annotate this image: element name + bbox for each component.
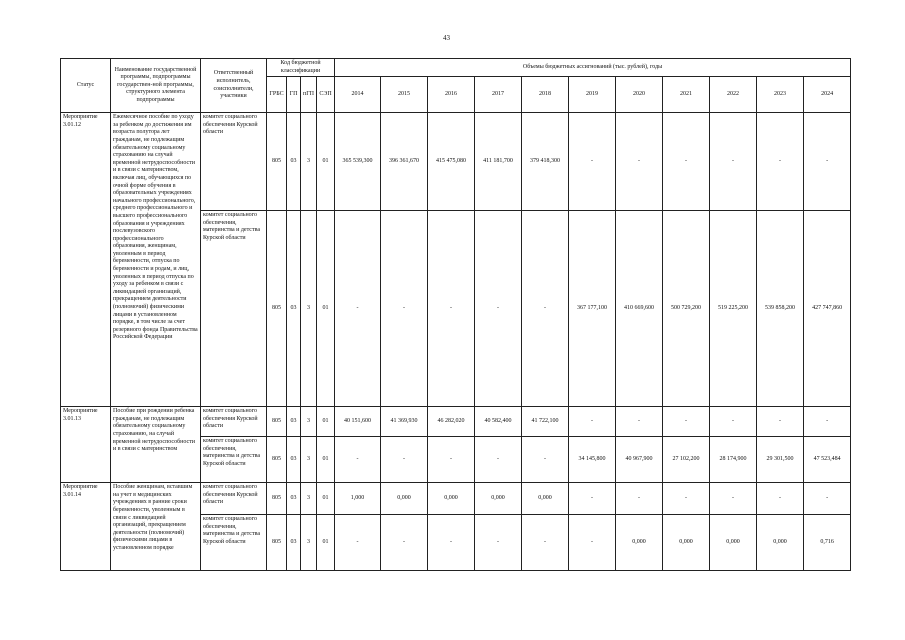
value-cell: - bbox=[335, 211, 381, 407]
value-cell: 539 858,200 bbox=[757, 211, 804, 407]
value-cell: 29 301,500 bbox=[757, 437, 804, 483]
value-cell: 46 282,020 bbox=[428, 407, 475, 437]
code-cell: 805 bbox=[267, 113, 287, 211]
code-cell: 03 bbox=[287, 483, 301, 515]
value-cell: 427 747,860 bbox=[804, 211, 851, 407]
value-cell: - bbox=[804, 407, 851, 437]
header-volume-title: Объемы бюджетных ассигнований (тыс. рублей), годы bbox=[335, 59, 851, 77]
code-cell: 805 bbox=[267, 211, 287, 407]
header-year: 2018 bbox=[522, 77, 569, 113]
code-cell: 03 bbox=[287, 437, 301, 483]
code-cell: 03 bbox=[287, 211, 301, 407]
value-cell: - bbox=[522, 515, 569, 571]
value-cell: 0,000 bbox=[475, 483, 522, 515]
value-cell: 1,000 bbox=[335, 483, 381, 515]
header-status: Статус bbox=[61, 59, 111, 113]
value-cell: 0,000 bbox=[616, 515, 663, 571]
value-cell: - bbox=[428, 211, 475, 407]
value-cell: - bbox=[710, 113, 757, 211]
code-cell: 03 bbox=[287, 515, 301, 571]
code-cell: 805 bbox=[267, 515, 287, 571]
measure-name: Ежемесячное пособие по уходу за ребенком до достижения им возраста полутора лет гражданам, не подлежащим обязательному социальному страхованию на случай временной нетрудоспособности и в связи с материнством, включая лиц, обучающихся по очной форме обучения в образовательных учреждениях начального профессионального, среднего профессионального и высшего профессионального образования и учреждениях послевузовского профессионального образования, женщинам, уволенным в период беременности, отпуска по беременности и родам, и лиц, уволенных в период отпуска по уходу за ребенком в связи с ликвидацией организаций, прекращением деятельности (полномочий) физическими лицами в установленном порядке, в том числе за счет резервного фонда Правительства Российской Федерации bbox=[111, 113, 201, 407]
responsible-executor: комитет социального обеспечения Курской области bbox=[201, 483, 267, 515]
code-cell: 01 bbox=[317, 483, 335, 515]
value-cell: 0,000 bbox=[428, 483, 475, 515]
measure-name: Пособие при рождении ребенка гражданам, не подлежащим обязательному социальному страхованию, на случай временной нетрудоспособности и в связи с материнством bbox=[111, 407, 201, 483]
value-cell: - bbox=[616, 113, 663, 211]
header-year: 2024 bbox=[804, 77, 851, 113]
value-cell: - bbox=[522, 437, 569, 483]
code-cell: 01 bbox=[317, 113, 335, 211]
value-cell: - bbox=[663, 113, 710, 211]
value-cell: - bbox=[757, 483, 804, 515]
value-cell: 40 967,900 bbox=[616, 437, 663, 483]
code-cell: 3 bbox=[301, 211, 317, 407]
budget-allocation-table bbox=[60, 58, 851, 571]
header-code-pgp: пГП bbox=[301, 77, 317, 113]
value-cell: - bbox=[710, 483, 757, 515]
measure-name: Пособие женщинам, вставшим на учет в медицинских учреждениях в ранние сроки беременности, уволенным в связи с ликвидацией организаций, прекращением деятельности (полномочий) физическими лицами в установленном порядке bbox=[111, 483, 201, 571]
code-cell: 3 bbox=[301, 437, 317, 483]
value-cell: 0,000 bbox=[381, 483, 428, 515]
header-responsible: Ответственный исполнитель, соисполнители, участники bbox=[201, 59, 267, 113]
value-cell: 519 225,200 bbox=[710, 211, 757, 407]
value-cell: - bbox=[757, 407, 804, 437]
header-year: 2023 bbox=[757, 77, 804, 113]
value-cell: - bbox=[804, 483, 851, 515]
value-cell: 411 181,700 bbox=[475, 113, 522, 211]
value-cell: 365 539,300 bbox=[335, 113, 381, 211]
table-row bbox=[61, 113, 851, 211]
header-year: 2022 bbox=[710, 77, 757, 113]
table-row bbox=[61, 407, 851, 437]
value-cell: 0,000 bbox=[757, 515, 804, 571]
value-cell: - bbox=[804, 113, 851, 211]
responsible-executor: комитет социального обеспечения, материнства и детства Курской области bbox=[201, 211, 267, 407]
code-cell: 03 bbox=[287, 113, 301, 211]
value-cell: 41 722,100 bbox=[522, 407, 569, 437]
code-cell: 03 bbox=[287, 407, 301, 437]
value-cell: - bbox=[381, 437, 428, 483]
value-cell: - bbox=[663, 407, 710, 437]
code-cell: 01 bbox=[317, 407, 335, 437]
header-year: 2014 bbox=[335, 77, 381, 113]
value-cell: 379 418,300 bbox=[522, 113, 569, 211]
value-cell: - bbox=[616, 483, 663, 515]
measure-status: Мероприятие 3.01.12 bbox=[61, 113, 111, 407]
responsible-executor: комитет социального обеспечения, материнства и детства Курской области bbox=[201, 437, 267, 483]
value-cell: 415 475,080 bbox=[428, 113, 475, 211]
value-cell: - bbox=[381, 211, 428, 407]
value-cell: 0,000 bbox=[663, 515, 710, 571]
value-cell: 500 729,200 bbox=[663, 211, 710, 407]
code-cell: 3 bbox=[301, 483, 317, 515]
code-cell: 3 bbox=[301, 407, 317, 437]
value-cell: 367 177,100 bbox=[569, 211, 616, 407]
value-cell: - bbox=[381, 515, 428, 571]
header-code-sep: СЭП bbox=[317, 77, 335, 113]
value-cell: - bbox=[616, 407, 663, 437]
code-cell: 805 bbox=[267, 437, 287, 483]
value-cell: - bbox=[475, 515, 522, 571]
value-cell: - bbox=[522, 211, 569, 407]
code-cell: 01 bbox=[317, 437, 335, 483]
value-cell: - bbox=[428, 437, 475, 483]
header-code-grbs: ГРБС bbox=[267, 77, 287, 113]
value-cell: - bbox=[663, 483, 710, 515]
header-year: 2015 bbox=[381, 77, 428, 113]
value-cell: 34 145,800 bbox=[569, 437, 616, 483]
value-cell: - bbox=[710, 407, 757, 437]
measure-status: Мероприятие 3.01.13 bbox=[61, 407, 111, 483]
value-cell: - bbox=[335, 437, 381, 483]
header-year: 2016 bbox=[428, 77, 475, 113]
value-cell: - bbox=[335, 515, 381, 571]
code-cell: 3 bbox=[301, 515, 317, 571]
value-cell: - bbox=[569, 483, 616, 515]
value-cell: 47 523,484 bbox=[804, 437, 851, 483]
responsible-executor: комитет социального обеспечения Курской области bbox=[201, 407, 267, 437]
header-year: 2021 bbox=[663, 77, 710, 113]
value-cell: - bbox=[475, 437, 522, 483]
measure-status: Мероприятие 3.01.14 bbox=[61, 483, 111, 571]
value-cell: - bbox=[757, 113, 804, 211]
header-year: 2019 bbox=[569, 77, 616, 113]
value-cell: 0,716 bbox=[804, 515, 851, 571]
value-cell: 41 369,930 bbox=[381, 407, 428, 437]
page-number: 43 bbox=[443, 34, 450, 42]
table-row bbox=[61, 483, 851, 515]
code-cell: 3 bbox=[301, 113, 317, 211]
header-name: Наименование государственной программы, подпрограммы государствен-ной программы, структурного элемента подпрограммы bbox=[111, 59, 201, 113]
value-cell: 28 174,900 bbox=[710, 437, 757, 483]
code-cell: 01 bbox=[317, 515, 335, 571]
code-cell: 805 bbox=[267, 407, 287, 437]
header-row-1 bbox=[61, 59, 851, 77]
header-code-gp: ГП bbox=[287, 77, 301, 113]
value-cell: 0,000 bbox=[710, 515, 757, 571]
value-cell: 27 102,200 bbox=[663, 437, 710, 483]
header-budget-code: Код бюджетной классификации bbox=[267, 59, 335, 77]
value-cell: - bbox=[428, 515, 475, 571]
header-year: 2017 bbox=[475, 77, 522, 113]
value-cell: 396 361,670 bbox=[381, 113, 428, 211]
value-cell: - bbox=[569, 113, 616, 211]
value-cell: - bbox=[569, 515, 616, 571]
value-cell: 410 669,600 bbox=[616, 211, 663, 407]
responsible-executor: комитет социального обеспечения, материнства и детства Курской области bbox=[201, 515, 267, 571]
value-cell: - bbox=[569, 407, 616, 437]
value-cell: 40 582,400 bbox=[475, 407, 522, 437]
value-cell: - bbox=[475, 211, 522, 407]
responsible-executor: комитет социального обеспечения Курской области bbox=[201, 113, 267, 211]
code-cell: 805 bbox=[267, 483, 287, 515]
value-cell: 0,000 bbox=[522, 483, 569, 515]
code-cell: 01 bbox=[317, 211, 335, 407]
header-year: 2020 bbox=[616, 77, 663, 113]
value-cell: 40 151,600 bbox=[335, 407, 381, 437]
